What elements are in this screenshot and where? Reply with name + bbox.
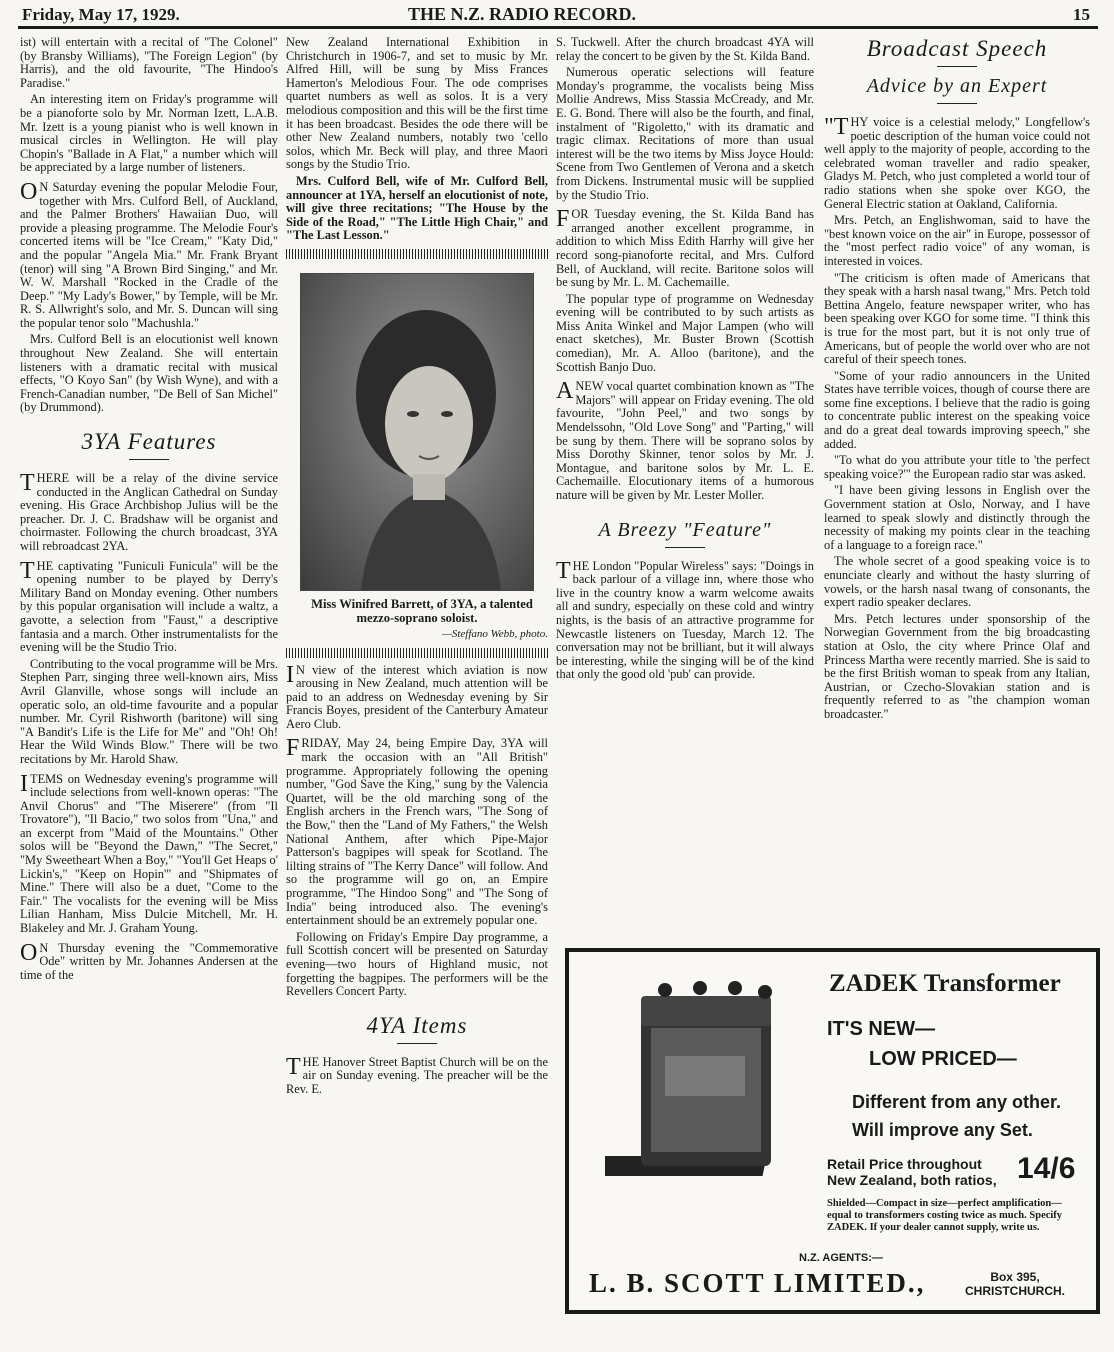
article-paragraph: S. Tuckwell. After the church broadcast 4YA will relay the concert to be given by the St. Kilda Band. xyxy=(556,35,814,63)
section-heading-broadcast: Broadcast Speech xyxy=(866,36,1048,61)
drop-cap: A xyxy=(556,378,574,405)
page-number: 15 xyxy=(1073,5,1090,24)
drop-cap: I xyxy=(20,770,28,797)
column-3 xyxy=(556,36,814,685)
drop-cap: O xyxy=(20,178,38,205)
issue-date: Friday, May 17, 1929. xyxy=(22,5,180,24)
ad-tagline-low: LOW PRICED— xyxy=(869,1048,1017,1070)
article-paragraph: ITEMS on Wednesday evening's programme will include selections from well-known operas: "The Anvil Chorus" and "The Miserere" (from "Il Trovatore"), "Il Bacio," two solos from "Una," and an excerpt from "Maid of the Mountains." Other solos will be "Beyond the Dawn," "The Secret," "My Sweetheart When a Boy," "You'll Get Heaps o' Lickin's," "Keep on Hopin'" and "Shipmates of Mine." There will also be a duet, "Come to the Fair." The vocalists for the evening will be Miss Lilian Hanham, Miss Dulcie Mitchell, Mr. H. Blakeley and Mr. J. Graham Young. xyxy=(20,770,278,936)
drop-cap: T xyxy=(556,557,571,584)
article-paragraph: ANEW vocal quartet combination known as "The Majors" will appear on Friday evening. The old favourite, "John Peel," and two songs by Mendelssohn, "Old Love Song" and "Parting," will be sung by them. There will be soprano solos by Miss Dorothy Skinner, tenor solos by Mr. J. Montague, and baritone solos by Mr. L. E. Cachemaille. Elocutionary items of a humorous nature will be given by Mr. Lester Moller. xyxy=(556,378,814,502)
article-paragraph: "Some of your radio announcers in the United States have terrible voices, though of course there are some fine exceptions. I believe that the radio is going to concentrate public interest on the speaking voice and do a great deal towards improving speech," she added. xyxy=(824,368,1090,451)
article-paragraph: "The criticism is often made of Americans that they speak with a harsh nasal twang," Mrs. Petch told Bettina Angelo, feature newspaper writer, who has been speaking over KGO for some time. "I think this is true for the most part, but it is not only true of Americans, but of people the world over who are not careful of their speech tones. xyxy=(824,270,1090,367)
section-heading-4ya: 4YA Items xyxy=(366,1012,468,1038)
heading-rule xyxy=(937,66,977,67)
article-paragraph: O N Thursday evening the "Commemorative Ode" written by Mr. Johannes Andersen at the time of the xyxy=(20,939,278,982)
heading-rule xyxy=(937,103,977,104)
ad-price: 14/6 xyxy=(1017,1152,1076,1185)
photo-credit: —Steffano Webb, photo. xyxy=(442,627,548,640)
bell-caption: Mrs. Culford Bell, wife of Mr. Culford Bell, announcer at 1YA, herself an elocutionist of note, will give three recitations; "The House by the Side of the Road," "The Little High Chair," and "The Last Lesson." xyxy=(286,173,548,243)
drop-cap: O xyxy=(20,939,38,966)
ad-description: Shielded—Compact in size—perfect amplification—equal to transformers costing twice as much. Specify ZADEK. If your dealer cannot supply, write us. xyxy=(827,1198,1063,1233)
publication-title: THE N.Z. RADIO RECORD. xyxy=(408,4,637,24)
ad-retail-label: Retail Price throughout New Zealand, both ratios, xyxy=(827,1156,997,1188)
drop-cap: T xyxy=(20,557,35,584)
column-1 xyxy=(20,36,278,985)
decorative-border xyxy=(286,249,548,259)
section-heading-breezy: A Breezy "Feature" xyxy=(598,518,772,541)
article-paragraph: The whole secret of a good speaking voice is to enunciate clearly and without the hasty slurring of vowels, or the harsh nasal twang of consonants, the expert radio speaker declares. xyxy=(824,554,1090,610)
section-subheading: Advice by an Expert xyxy=(866,75,1048,97)
article-paragraph: "To what do you attribute your title to 'the perfect speaking voice?'" the European radio star was asked. xyxy=(824,453,1090,481)
portrait-illustration xyxy=(301,274,533,590)
article-paragraph: Mrs. Petch, an Englishwoman, said to have the "best known voice on the air" in Europe, possessor of the "most perfect radio voice" of any woman, is interested in voices. xyxy=(824,213,1090,268)
article-paragraph: ist) will entertain with a recital of "The Colonel" (by Bransby Williams), "The Foreign Legion" (by Harris), and the old favourite, "The Hindoo's Paradise." xyxy=(20,35,278,90)
article-paragraph: Contributing to the vocal programme will be Mrs. Stephen Parr, singing three well-known airs, Miss Avril Glanville, whose songs will include an operatic solo, an old-time favourite and a popular number. Mr. Cyril Rishworth (baritone) will sing "A Bandit's Life is the Life for Me" and "Oh! Oh! Hear the Wild Winds Blow." There will be two recitations by Mr. Harold Shaw. xyxy=(20,656,278,766)
ad-city: CHRISTCHURCH. xyxy=(965,1284,1065,1298)
section-heading-3ya: 3YA Features xyxy=(81,429,217,455)
ad-tagline-new: IT'S NEW— xyxy=(827,1018,936,1040)
ad-feature-improve: Will improve any Set. xyxy=(852,1120,1033,1140)
decorative-border xyxy=(286,648,548,658)
article-paragraph: Mrs. Petch lectures under sponsorship of the Norwegian Government from the big broadcasting station at Oslo, the city where Prince Olaf and Princess Martha were recently married. She is said to be the first British woman to speak from any Italian, Austrian, or Czecho-Slovakian station and is frequently referred to as "the champion woman broadcaster." xyxy=(824,611,1090,721)
ad-company: L. B. SCOTT LIMITED., xyxy=(589,1268,926,1298)
article-paragraph: An interesting item on Friday's programme will be a pianoforte solo by Mr. Norman Izett, L.A.B. Mr. Izett is a young pianist who is well known in musical circles in Wellington. He will play Chopin's "Ballade in A Flat," a number which will be appreciated by a large number of listeners. xyxy=(20,92,278,175)
ad-title: ZADEK Transformer xyxy=(829,970,1061,997)
column-4 xyxy=(824,36,1090,725)
portrait-photo xyxy=(300,273,534,591)
heading-rule xyxy=(665,547,705,548)
article-paragraph: "THY voice is a celestial melody," Longfellow's poetic description of the human voice could not well apply to the majority of people, according to the celebrated woman traveller and radio speaker, Gladys M. Petch, who just completed a world tour of radio stations when she spoke over KGO, the General Electric station at Oakland, California. xyxy=(824,114,1090,211)
page-header xyxy=(18,4,1098,29)
transformer-illustration xyxy=(605,976,805,1216)
article-paragraph: THERE will be a relay of the divine service conducted in the Anglican Cathedral on Sunday evening. His Grace Archbishop Julius will be the preacher. Dr. J. C. Bradshaw will be organist and choirmaster. Following the church broadcast, 3YA will rebroadcast 2YA. xyxy=(20,470,278,553)
drop-cap: F xyxy=(286,735,300,762)
article-paragraph: "I have been giving lessons in English over the Government station at Oslo, Norway, and I have learned to speak slowly and distinctly through the necessity of making my points clear in the teaching of a language to a foreign race." xyxy=(824,483,1090,552)
drop-cap: T xyxy=(20,470,35,497)
photo-caption: Miss Winifred Barrett, of 3YA, a talented mezzo-soprano soloist. xyxy=(311,596,533,625)
ad-address xyxy=(965,1270,1065,1298)
article-paragraph: THE Hanover Street Baptist Church will be on the air on Sunday evening. The preacher will be the Rev. E. xyxy=(286,1053,548,1096)
drop-cap: T xyxy=(286,1053,301,1080)
article-paragraph: Numerous operatic selections will feature Monday's programme, the vocalists being Miss Mollie Andrews, Miss Stassia McCready, and Mr. E. G. Bond. There will also be the fourth, and final, instalment of "Rigoletto," with its dramatic and tragic climax. Recitations of more than usual interest will be the two items by Miss Joyce Hould: Scene from Two Gentlemen of Verona and a sketch from Dickens. Instrumental music will be supplied by the Studio Trio. xyxy=(556,65,814,202)
heading-rule xyxy=(397,1043,437,1044)
article-paragraph: Following on Friday's Empire Day programme, a full Scottish concert will be presented on Saturday evening—two hours of Highland music, not forgetting the bagpipes. The performers will be the Revellers Concert Party. xyxy=(286,929,548,999)
drop-cap: "T xyxy=(824,114,849,140)
article-paragraph: THE London "Popular Wireless" says: "Doings in back parlour of a village inn, where those who live in the country know a warm welcome awaits all and sundry, especially on these cold and wintry nights, is the basis of an attractive programme for Newcastle listeners on Tuesday, March 12. The conversation may not be brilliant, but it will always be interesting, while the singing will be of the kind that only the good old 'pub' can provide. xyxy=(556,557,814,682)
heading-rule xyxy=(129,459,169,460)
drop-cap: F xyxy=(556,206,570,233)
article-paragraph: O N Saturday evening the popular Melodie Four, together with Mrs. Culford Bell, of Auckland, and the Palmer Brothers' Hawaiian Duo, will provide a pleasing programme. The Melodie Four's concerted items will be "Ice Cream," "Katy Did," and the popular "Angela Mia." Mr. Frank Bryant (tenor) will sing "A Brown Bird Singing," and Mr. W. W. Marshall "Rocked in the Cradle of the Deep." "My Lady's Bower," by Temple, will be Mr. R. S. Allwright's solo, and Mr. S. Duncan will sing the popular tenor solo "Machushla." xyxy=(20,178,278,330)
drop-cap: I xyxy=(286,661,294,688)
ad-box: Box 395, xyxy=(990,1270,1040,1284)
article-paragraph: New Zealand International Exhibition in Christchurch in 1906-7, and set to music by Mr. Alfred Hill, will be sung by Miss Frances Hamerton's Melodious Four. The ode comprises quartet numbers as well as solos. It is a very melodious composition and this will be the first time it has been broadcast. Besides the ode there will be other New Zealand numbers, notably two 'cello solos, which Mr. Beck will play, and three Maori songs by the Studio Trio. xyxy=(286,35,548,172)
article-paragraph: THE captivating "Funiculi Funicula" will be the opening number to be played by Derry's Military Band on Monday evening. Other numbers by this popular organisation will include a waltz, a gavotte, a selection from "Faust," a descriptive fantasia and a march. Other instrumentalists for the evening will be the Studio Trio. xyxy=(20,557,278,655)
article-paragraph: FRIDAY, May 24, being Empire Day, 3YA will mark the occasion with an "All British" programme. Appropriately following the opening number, "God Save the King," sung by the Valencia Quartet, will be the old marching song of the English archers in the French wars, "The Song of the Bow," then the "Land of My Fathers," the Welsh National Anthem, after which Pipe-Major Patterson's bagpipes will speak for Scotland. The lilting strains of "The Kerry Dance" will follow. And so the programme will go on, an Empire programme, "The Hindoo Song" and "The Song of India" being introduced also. The evening's entertainment should be an extremely popular one. xyxy=(286,735,548,928)
article-paragraph: The popular type of programme on Wednesday evening will be contributed to by such artists as Miss Anita Winkel and Major Lampen (who will enact sketches), Mr. Buster Brown (Scottish comedian), Mr. A. Alloo (baritone), and the Scottish Banjo Duo. xyxy=(556,291,814,374)
article-paragraph: I N view of the interest which aviation is now arousing in New Zealand, much attention will be paid to an address on Wednesday evening by Sir Francis Boyes, president of the Canterbury Amateur Aero Club. xyxy=(286,661,548,731)
ad-feature-different: Different from any other. xyxy=(852,1092,1062,1112)
ad-agents-label: N.Z. AGENTS:— xyxy=(799,1252,883,1264)
article-paragraph: Mrs. Culford Bell is an elocutionist well known throughout New Zealand. She will entertain listeners with a dramatic recital with musical effects, "O Koyo San" (by Wish Wyne), and with a French-Canadian number, "De Bell of San Michel" (by Drummond). xyxy=(20,332,278,415)
column-2 xyxy=(286,36,548,1100)
zadek-advertisement xyxy=(565,948,1100,1314)
article-paragraph: FOR Tuesday evening, the St. Kilda Band has arranged another excellent programme, in addition to which Miss Edith Harrhy will give her record song-pianoforte recital, and Mrs. Culford Bell, of Auckland, will recite. Baritone solos will be sung by Mr. L. M. Cachemaille. xyxy=(556,206,814,290)
